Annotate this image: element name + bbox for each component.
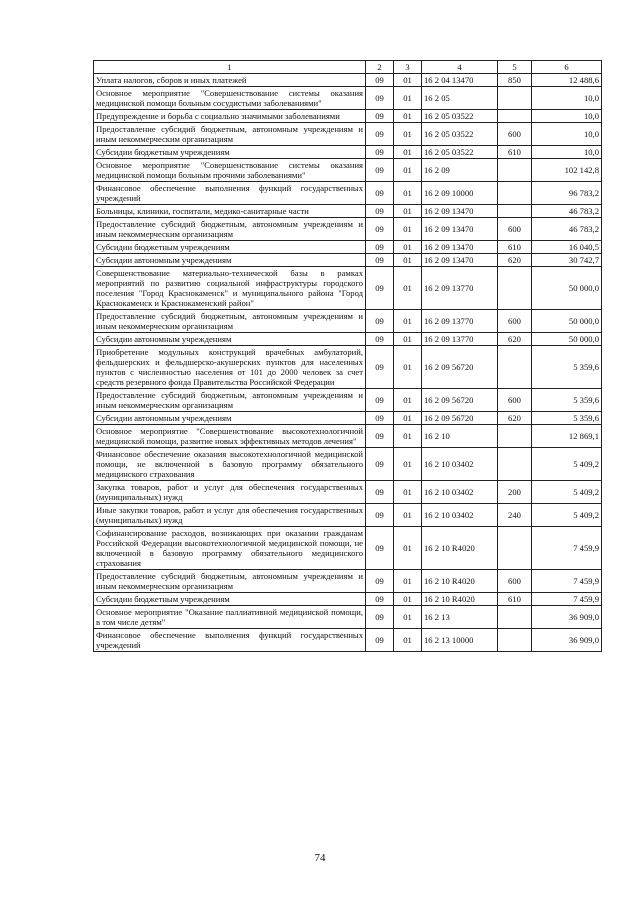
- row-name: Приобретение модульных конструкций врачебных амбулаторий, фельдшерских и фельдшерско-акушерских пунктов для населенных пунктов с численностью населения от 101 до 2000 человек за счет средств резервного фонда Правительства Российской Федерации: [94, 346, 366, 389]
- row-expense-type: [498, 527, 532, 570]
- row-subsection: 01: [394, 593, 422, 606]
- row-section: 09: [366, 504, 394, 527]
- row-subsection: 01: [394, 448, 422, 481]
- row-subsection: 01: [394, 182, 422, 205]
- row-name: Субсидии автономным учреждениям: [94, 254, 366, 267]
- row-section: 09: [366, 74, 394, 87]
- header-cell-4: 4: [422, 61, 498, 74]
- row-target-code: 16 2 09 13470: [422, 241, 498, 254]
- row-expense-type: 600: [498, 218, 532, 241]
- table-row: [94, 87, 602, 110]
- table-row: [94, 527, 602, 570]
- table-row: [94, 310, 602, 333]
- row-subsection: 01: [394, 267, 422, 310]
- row-target-code: 16 2 10 03402: [422, 481, 498, 504]
- row-amount: 7 459,9: [532, 570, 602, 593]
- table-row: [94, 110, 602, 123]
- row-section: 09: [366, 425, 394, 448]
- row-amount: 10,0: [532, 146, 602, 159]
- table-row: [94, 481, 602, 504]
- row-amount: 10,0: [532, 87, 602, 110]
- row-section: 09: [366, 182, 394, 205]
- table-row: [94, 425, 602, 448]
- row-target-code: 16 2 09 10000: [422, 182, 498, 205]
- row-subsection: 01: [394, 333, 422, 346]
- row-name: Финансовое обеспечение выполнения функций государственных учреждений: [94, 182, 366, 205]
- row-expense-type: [498, 159, 532, 182]
- row-section: 09: [366, 527, 394, 570]
- row-section: 09: [366, 218, 394, 241]
- header-cell-3: 3: [394, 61, 422, 74]
- row-section: 09: [366, 448, 394, 481]
- row-target-code: 16 2 05 03522: [422, 110, 498, 123]
- row-amount: 12 488,6: [532, 74, 602, 87]
- row-name: Основное мероприятие "Совершенствование системы оказания медицинской помощи больным прочими заболеваниями": [94, 159, 366, 182]
- row-target-code: 16 2 05 03522: [422, 146, 498, 159]
- row-subsection: 01: [394, 606, 422, 629]
- row-name: Предупреждение и борьба с социально значимыми заболеваниями: [94, 110, 366, 123]
- row-subsection: 01: [394, 346, 422, 389]
- row-target-code: 16 2 13: [422, 606, 498, 629]
- row-section: 09: [366, 629, 394, 652]
- row-name: Основное мероприятие "Оказание паллиативной медицинской помощи, в том числе детям": [94, 606, 366, 629]
- row-amount: 5 359,6: [532, 346, 602, 389]
- row-name: Совершенствование материально-технической базы в рамках мероприятий по развитию социальной инфраструктуры городского поселения "Город Краснокаменск" и муниципального района "Город Краснокаменск и Краснокаменский район": [94, 267, 366, 310]
- row-name: Финансовое обеспечение оказания высокотехнологичной медицинской помощи, не включенной в базовую программу обязательного медицинского страхования: [94, 448, 366, 481]
- row-name: Субсидии автономным учреждениям: [94, 412, 366, 425]
- row-target-code: 16 2 10 03402: [422, 448, 498, 481]
- row-target-code: 16 2 10 R4020: [422, 570, 498, 593]
- row-amount: 5 359,6: [532, 389, 602, 412]
- row-section: 09: [366, 110, 394, 123]
- row-name: Основное мероприятие "Совершенствование системы оказания медицинской помощи больным сосудистыми заболеваниями": [94, 87, 366, 110]
- row-amount: 36 909,0: [532, 606, 602, 629]
- row-name: Уплата налогов, сборов и иных платежей: [94, 74, 366, 87]
- row-amount: 7 459,9: [532, 593, 602, 606]
- row-name: Софинансирование расходов, возникающих при оказании гражданам Российской Федерации высокотехнологичной медицинской помощи, не включенной в базовую программу обязательного медицинского страхования: [94, 527, 366, 570]
- row-name: Иные закупки товаров, работ и услуг для обеспечения государственных (муниципальных) нужд: [94, 504, 366, 527]
- row-amount: 46 783,2: [532, 205, 602, 218]
- table-row: [94, 593, 602, 606]
- row-name: Субсидии бюджетным учреждениям: [94, 146, 366, 159]
- row-target-code: 16 2 10 R4020: [422, 527, 498, 570]
- row-expense-type: 240: [498, 504, 532, 527]
- table-row: [94, 606, 602, 629]
- row-subsection: 01: [394, 123, 422, 146]
- row-amount: 30 742,7: [532, 254, 602, 267]
- page-number: 74: [314, 852, 326, 864]
- table-row: [94, 74, 602, 87]
- row-target-code: 16 2 10 R4020: [422, 593, 498, 606]
- row-expense-type: [498, 205, 532, 218]
- row-amount: 5 409,2: [532, 448, 602, 481]
- table-body: [94, 74, 602, 652]
- row-expense-type: 620: [498, 333, 532, 346]
- row-section: 09: [366, 570, 394, 593]
- row-subsection: 01: [394, 389, 422, 412]
- table-row: [94, 333, 602, 346]
- row-name: Субсидии автономным учреждениям: [94, 333, 366, 346]
- row-subsection: 01: [394, 241, 422, 254]
- row-expense-type: 610: [498, 593, 532, 606]
- row-amount: 46 783,2: [532, 218, 602, 241]
- row-subsection: 01: [394, 74, 422, 87]
- row-target-code: 16 2 09 56720: [422, 412, 498, 425]
- row-subsection: 01: [394, 87, 422, 110]
- row-target-code: 16 2 09 13770: [422, 333, 498, 346]
- row-target-code: 16 2 09 13470: [422, 218, 498, 241]
- row-amount: 10,0: [532, 123, 602, 146]
- row-section: 09: [366, 606, 394, 629]
- row-subsection: 01: [394, 504, 422, 527]
- row-amount: 10,0: [532, 110, 602, 123]
- row-expense-type: [498, 87, 532, 110]
- budget-table: [93, 60, 602, 652]
- row-section: 09: [366, 310, 394, 333]
- row-name: Предоставление субсидий бюджетным, автономным учреждениям и иным некоммерческим организациям: [94, 310, 366, 333]
- row-target-code: 16 2 05 03522: [422, 123, 498, 146]
- row-amount: 5 409,2: [532, 481, 602, 504]
- row-target-code: 16 2 10 03402: [422, 504, 498, 527]
- row-name: Предоставление субсидий бюджетным, автономным учреждениям и иным некоммерческим организациям: [94, 123, 366, 146]
- table-row: [94, 448, 602, 481]
- row-section: 09: [366, 241, 394, 254]
- header-cell-5: 5: [498, 61, 532, 74]
- row-section: 09: [366, 254, 394, 267]
- row-expense-type: [498, 629, 532, 652]
- row-expense-type: 600: [498, 310, 532, 333]
- row-expense-type: [498, 606, 532, 629]
- header-row: [94, 61, 602, 74]
- row-name: Основное мероприятие "Совершенствование высокотехнологичной медицинской помощи, развитие новых эффективных методов лечения": [94, 425, 366, 448]
- row-section: 09: [366, 412, 394, 425]
- row-target-code: 16 2 04 13470: [422, 74, 498, 87]
- row-expense-type: [498, 110, 532, 123]
- row-section: 09: [366, 205, 394, 218]
- row-subsection: 01: [394, 310, 422, 333]
- row-section: 09: [366, 593, 394, 606]
- row-expense-type: [498, 346, 532, 389]
- row-name: Закупка товаров, работ и услуг для обеспечения государственных (муниципальных) нужд: [94, 481, 366, 504]
- row-subsection: 01: [394, 205, 422, 218]
- row-target-code: 16 2 09 13470: [422, 254, 498, 267]
- row-subsection: 01: [394, 412, 422, 425]
- table-row: [94, 123, 602, 146]
- row-target-code: 16 2 09 13770: [422, 267, 498, 310]
- row-expense-type: [498, 425, 532, 448]
- row-subsection: 01: [394, 481, 422, 504]
- row-expense-type: 620: [498, 254, 532, 267]
- row-name: Субсидии бюджетным учреждениям: [94, 593, 366, 606]
- row-section: 09: [366, 146, 394, 159]
- row-target-code: 16 2 10: [422, 425, 498, 448]
- row-subsection: 01: [394, 629, 422, 652]
- row-expense-type: 600: [498, 389, 532, 412]
- table-row: [94, 629, 602, 652]
- row-expense-type: 610: [498, 241, 532, 254]
- row-amount: 102 142,8: [532, 159, 602, 182]
- row-amount: 16 040,5: [532, 241, 602, 254]
- row-expense-type: 200: [498, 481, 532, 504]
- row-section: 09: [366, 159, 394, 182]
- row-target-code: 16 2 09 56720: [422, 346, 498, 389]
- table-row: [94, 205, 602, 218]
- table-row: [94, 267, 602, 310]
- row-expense-type: 620: [498, 412, 532, 425]
- table-row: [94, 182, 602, 205]
- row-target-code: 16 2 09 13470: [422, 205, 498, 218]
- row-section: 09: [366, 333, 394, 346]
- row-section: 09: [366, 123, 394, 146]
- row-target-code: 16 2 09: [422, 159, 498, 182]
- row-section: 09: [366, 87, 394, 110]
- row-subsection: 01: [394, 110, 422, 123]
- row-section: 09: [366, 389, 394, 412]
- row-section: 09: [366, 481, 394, 504]
- row-expense-type: 610: [498, 146, 532, 159]
- row-amount: 50 000,0: [532, 310, 602, 333]
- row-subsection: 01: [394, 527, 422, 570]
- row-target-code: 16 2 13 10000: [422, 629, 498, 652]
- table-row: [94, 389, 602, 412]
- row-subsection: 01: [394, 570, 422, 593]
- row-amount: 5 359,6: [532, 412, 602, 425]
- header-cell-1: 1: [94, 61, 366, 74]
- row-name: Финансовое обеспечение выполнения функций государственных учреждений: [94, 629, 366, 652]
- row-name: Субсидии бюджетным учреждениям: [94, 241, 366, 254]
- row-amount: 50 000,0: [532, 267, 602, 310]
- table-row: [94, 218, 602, 241]
- row-subsection: 01: [394, 146, 422, 159]
- row-name: Предоставление субсидий бюджетным, автономным учреждениям и иным некоммерческим организациям: [94, 218, 366, 241]
- row-amount: 96 783,2: [532, 182, 602, 205]
- header-cell-2: 2: [366, 61, 394, 74]
- row-target-code: 16 2 09 56720: [422, 389, 498, 412]
- row-target-code: 16 2 09 13770: [422, 310, 498, 333]
- table-row: [94, 504, 602, 527]
- table-row: [94, 412, 602, 425]
- row-expense-type: [498, 182, 532, 205]
- table-row: [94, 346, 602, 389]
- row-expense-type: [498, 448, 532, 481]
- table-row: [94, 254, 602, 267]
- row-amount: 50 000,0: [532, 333, 602, 346]
- table-row: [94, 570, 602, 593]
- row-section: 09: [366, 346, 394, 389]
- row-name: Предоставление субсидий бюджетным, автономным учреждениям и иным некоммерческим организациям: [94, 570, 366, 593]
- row-amount: 5 409,2: [532, 504, 602, 527]
- row-section: 09: [366, 267, 394, 310]
- row-target-code: 16 2 05: [422, 87, 498, 110]
- table-row: [94, 241, 602, 254]
- row-subsection: 01: [394, 425, 422, 448]
- row-expense-type: [498, 267, 532, 310]
- row-subsection: 01: [394, 218, 422, 241]
- row-amount: 36 909,0: [532, 629, 602, 652]
- row-name: Больницы, клиники, госпитали, медико-санитарные части: [94, 205, 366, 218]
- row-subsection: 01: [394, 254, 422, 267]
- row-expense-type: 600: [498, 123, 532, 146]
- row-amount: 7 459,9: [532, 527, 602, 570]
- row-amount: 12 869,1: [532, 425, 602, 448]
- row-expense-type: 600: [498, 570, 532, 593]
- row-name: Предоставление субсидий бюджетным, автономным учреждениям и иным некоммерческим организациям: [94, 389, 366, 412]
- table-row: [94, 159, 602, 182]
- row-expense-type: 850: [498, 74, 532, 87]
- table-row: [94, 146, 602, 159]
- row-subsection: 01: [394, 159, 422, 182]
- header-cell-6: 6: [532, 61, 602, 74]
